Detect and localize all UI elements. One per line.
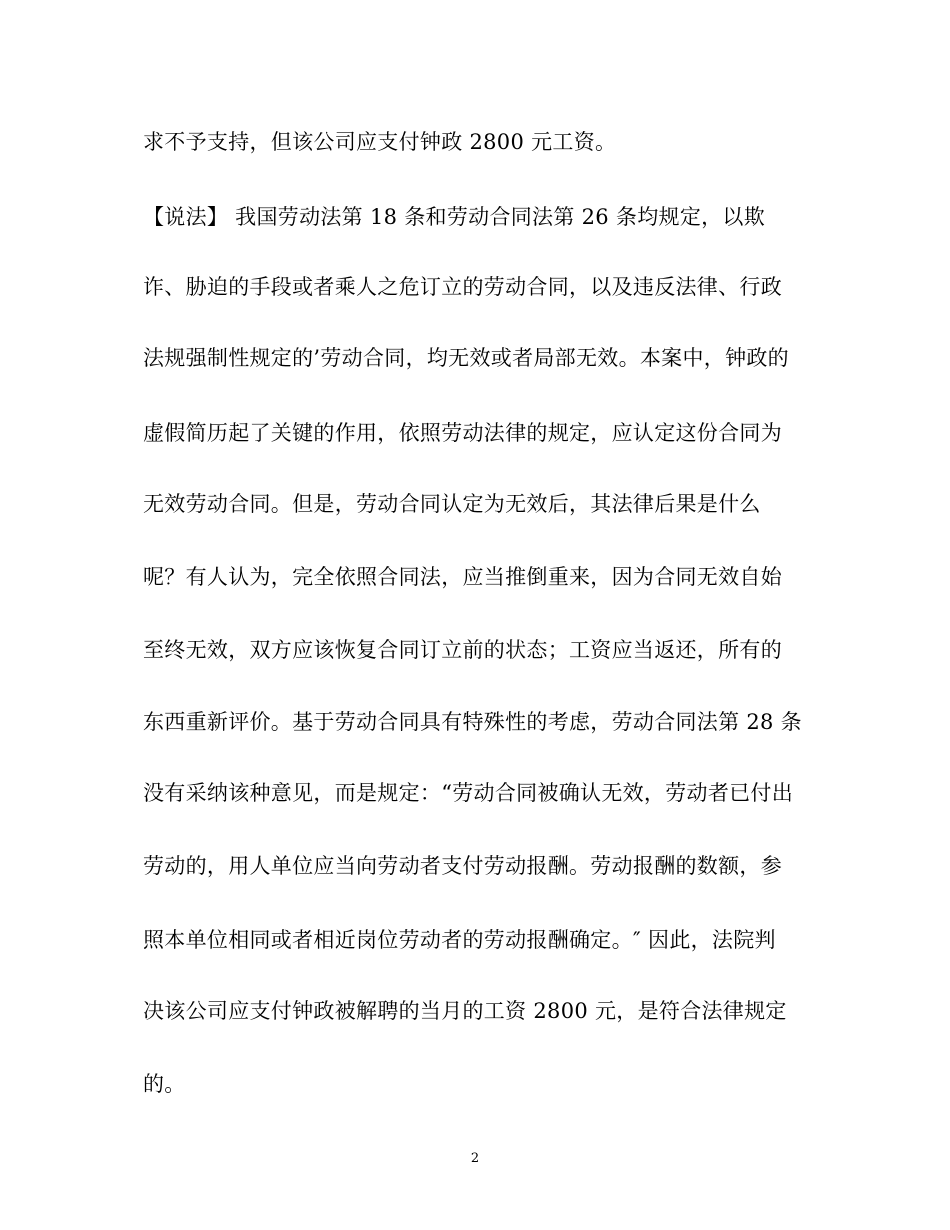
text-line: 照本单位相同或者相近岗位劳动者的劳动报酬确定。″ 因此，法院判	[143, 928, 776, 952]
text-line: 法规强制性规定的’劳动合同，均无效或者局部无效。本案中，钟政的	[143, 346, 789, 370]
text-line: 没有采纳该种意见，而是规定：“劳动合同被确认无效，劳动者已付出	[143, 781, 794, 805]
text-line: 虚假简历起了关键的作用，依照劳动法律的规定，应认定这份合同为	[143, 421, 782, 445]
text-line: 的。	[143, 1072, 186, 1096]
text-line: 决该公司应支付钟政被解聘的当月的工资 2800 元，是符合法律规定	[143, 999, 787, 1023]
text-line: 呢？有人认为，完全依照合同法，应当推倒重来，因为合同无效自始	[143, 565, 782, 589]
text-line: 【说法】 我国劳动法第 18 条和劳动合同法第 26 条均规定，以欺	[143, 205, 766, 229]
text-line: 求不予支持，但该公司应支付钟政 2800 元工资。	[143, 130, 617, 154]
page-number: 2	[470, 1151, 480, 1166]
text-line: 劳动的，用人单位应当向劳动者支付劳动报酬。劳动报酬的数额，参	[143, 854, 782, 878]
text-line: 东西重新评价。基于劳动合同具有特殊性的考虑，劳动合同法第 28 条	[143, 710, 802, 734]
text-line: 无效劳动合同。但是，劳动合同认定为无效后，其法律后果是什么	[143, 492, 761, 516]
text-line: 诈、胁迫的手段或者乘人之危订立的劳动合同，以及违反法律、行政	[143, 275, 782, 299]
text-line: 至终无效，双方应该恢复合同订立前的状态；工资应当返还，所有的	[143, 638, 782, 662]
